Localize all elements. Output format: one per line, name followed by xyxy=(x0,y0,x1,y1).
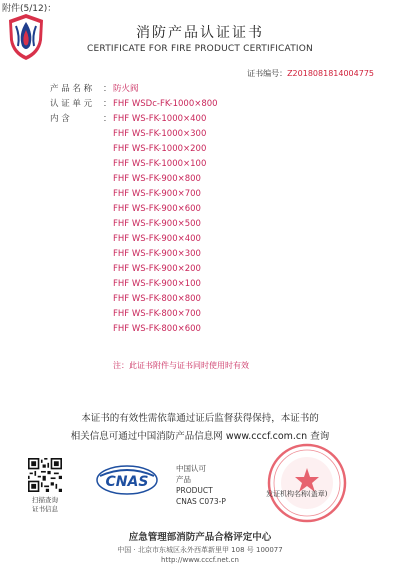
attachment-label: 附件(5/12)： xyxy=(2,4,57,14)
validity-paragraph-line2: 相关信息可通过中国消防产品信息网 www.cccf.com.cn 查询 xyxy=(70,431,330,442)
list-item: FHF WS-FK-1000×200 xyxy=(113,144,207,154)
list-item: FHF WS-FK-800×700 xyxy=(113,309,201,319)
note-text: 注：此证书附件与证书同时使用时有效 xyxy=(113,361,249,370)
list-item: FHF WS-FK-900×300 xyxy=(113,249,201,259)
list-item: FHF WS-FK-800×800 xyxy=(113,294,201,304)
list-item: FHF WS-FK-1000×300 xyxy=(113,129,207,139)
title-en: CERTIFICATE FOR FIRE PRODUCT CERTIFICATION xyxy=(87,44,313,54)
field-value: FHF WS-FK-1000×400 xyxy=(113,114,207,124)
list-item: FHF WS-FK-900×200 xyxy=(113,264,201,274)
list-item: FHF WS-FK-1000×100 xyxy=(113,159,207,169)
list-item: FHF WS-FK-900×100 xyxy=(113,279,201,289)
field-contains: 内 含 ： FHF WS-FK-1000×400 xyxy=(0,112,400,127)
list-item: FHF WS-FK-800×600 xyxy=(113,324,201,334)
list-item: FHF WS-FK-900×500 xyxy=(113,219,201,229)
cnas-logo-icon xyxy=(94,462,160,498)
qr-code-icon xyxy=(28,458,62,492)
field-label: 产 品 名 称 xyxy=(50,84,93,94)
field-cert-unit: 认 证 单 元 ： FHF WSDc-FK-1000×800 xyxy=(0,97,400,112)
certificate-number xyxy=(247,68,374,79)
validity-paragraph-line1: 本证书的有效性需依靠通过证后监督获得保持，本证书的 xyxy=(81,413,319,424)
cnas-logo-text: CNAS xyxy=(105,474,149,490)
list-item: FHF WS-FK-900×400 xyxy=(113,234,201,244)
cert-no-label: 证书编号： xyxy=(247,69,288,78)
list-item: FHF WS-FK-900×700 xyxy=(113,189,201,199)
model-list xyxy=(0,127,400,337)
field-value: FHF WSDc-FK-1000×800 xyxy=(113,99,218,109)
qr-caption-line1: 扫描查询 xyxy=(32,496,58,504)
list-item: FHF WS-FK-900×800 xyxy=(113,174,201,184)
qr-caption-line2: 证书信息 xyxy=(32,505,58,513)
seal-caption: 发证机构名称(盖章) xyxy=(266,490,328,498)
list-item: FHF WS-FK-900×600 xyxy=(113,204,201,214)
official-seal-icon xyxy=(266,442,348,524)
title-cn: 消防产品认证证书 xyxy=(136,25,264,41)
issuing-center: 应急管理部消防产品合格评定中心 xyxy=(128,532,272,543)
address: 中国 · 北京市东城区永外西革新里甲 108 号 100077 xyxy=(117,546,283,554)
cnas-info: 中国认可 产品 PRODUCT CNAS C073-P xyxy=(176,464,226,506)
cert-no-value: Z2018081814004775 xyxy=(287,69,374,78)
field-label: 内 含 xyxy=(50,114,70,124)
website-link[interactable]: http://www.cccf.net.cn xyxy=(161,556,239,564)
field-product-name: 产 品 名 称 ： 防火阀 xyxy=(0,82,400,97)
field-label: 认 证 单 元 xyxy=(50,99,93,109)
field-value: 防火阀 xyxy=(113,84,139,94)
